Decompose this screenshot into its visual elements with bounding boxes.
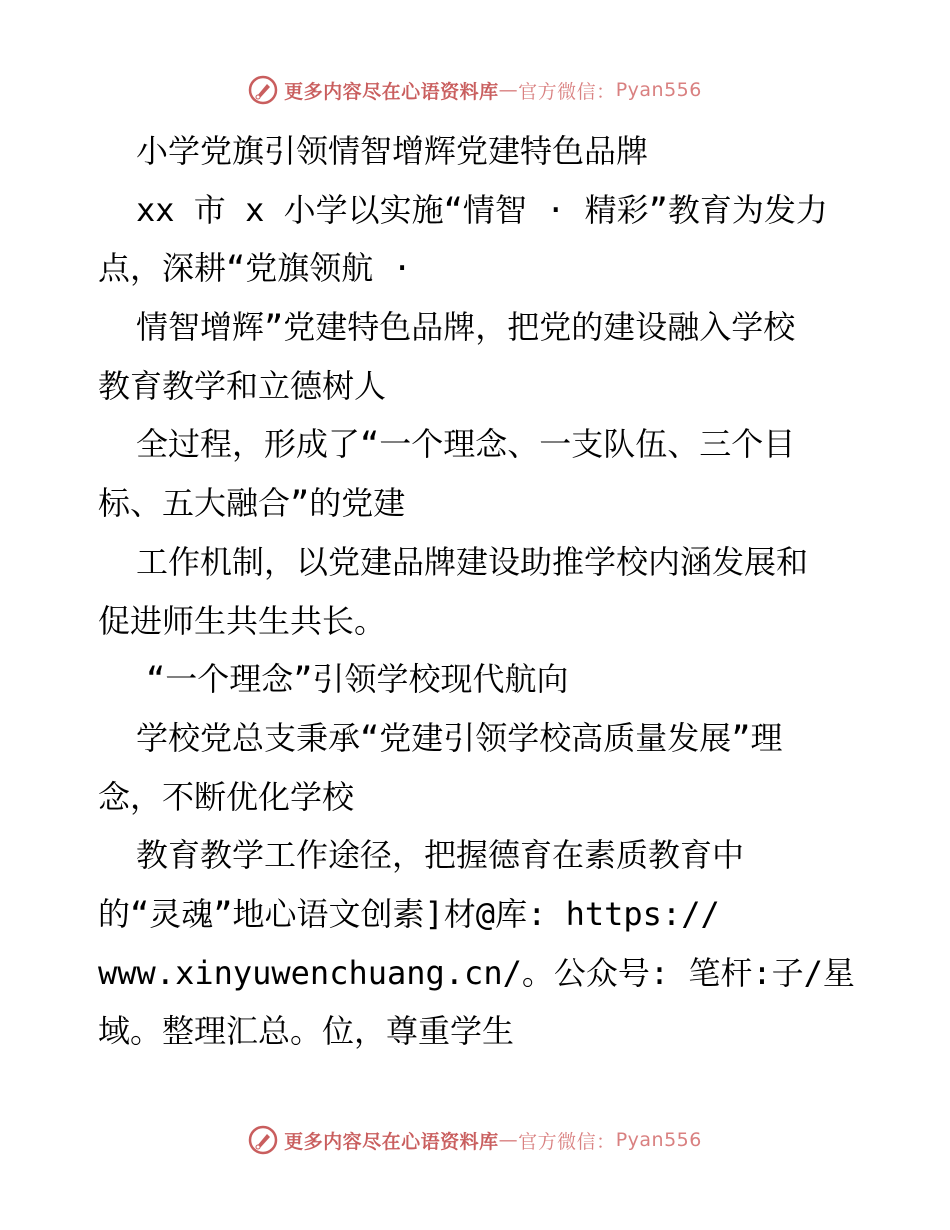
banner-main-text: 更多内容尽在心语资料库 [284,80,499,103]
document-title: 小学党旗引领情智增辉党建特色品牌 [136,132,649,170]
paragraph-line: xx 市 x 小学以实施“情智 · 精彩”教育为发力 [136,190,828,229]
banner-dash: — [498,1129,519,1151]
pen-nib-logo-icon [248,75,278,105]
paragraph-line: 域。整理汇总。位，尊重学生 [98,1012,515,1051]
paragraph-line: 教育教学工作途径，把握德育在素质教育中 [136,836,745,875]
paragraph-line: 全过程，形成了“一个理念、一支队伍、三个目 [136,425,796,464]
section-heading: “一个理念”引领学校现代航向 [146,660,569,699]
paragraph-line: 促进师生共生共长。 [98,601,387,640]
header-banner [0,70,950,110]
paragraph-line: 情智增辉”党建特色品牌，把党的建设融入学校 [136,308,796,347]
pen-nib-logo-icon [248,1125,278,1155]
banner-suffix-text: 官方微信： [518,80,616,103]
banner-wechat-id: Pyan556 [615,1129,702,1151]
paragraph-line: 的“灵魂”地心语文创素]材@库: https:// [98,894,720,933]
banner-wechat-id: Pyan556 [615,79,702,101]
banner-suffix-text: 官方微信： [518,1130,616,1153]
paragraph-line: 标、五大融合”的党建 [98,484,406,523]
paragraph-line: www.xinyuwenchuang.cn/。公众号: 笔杆:子/星 [98,953,855,992]
footer-banner [0,1120,950,1160]
paragraph-line: 学校党总支秉承“党建引领学校高质量发展”理 [136,718,783,757]
paragraph-line: 工作机制，以党建品牌建设助推学校内涵发展和 [136,542,809,581]
paragraph-line: 念，不断优化学校 [98,777,355,816]
paragraph-line: 教育教学和立德树人 [98,366,387,405]
document-body [98,122,858,1061]
banner-dash: — [498,79,519,101]
paragraph-line: 点，深耕“党旗领航 · [98,249,412,288]
banner-main-text: 更多内容尽在心语资料库 [284,1130,499,1153]
